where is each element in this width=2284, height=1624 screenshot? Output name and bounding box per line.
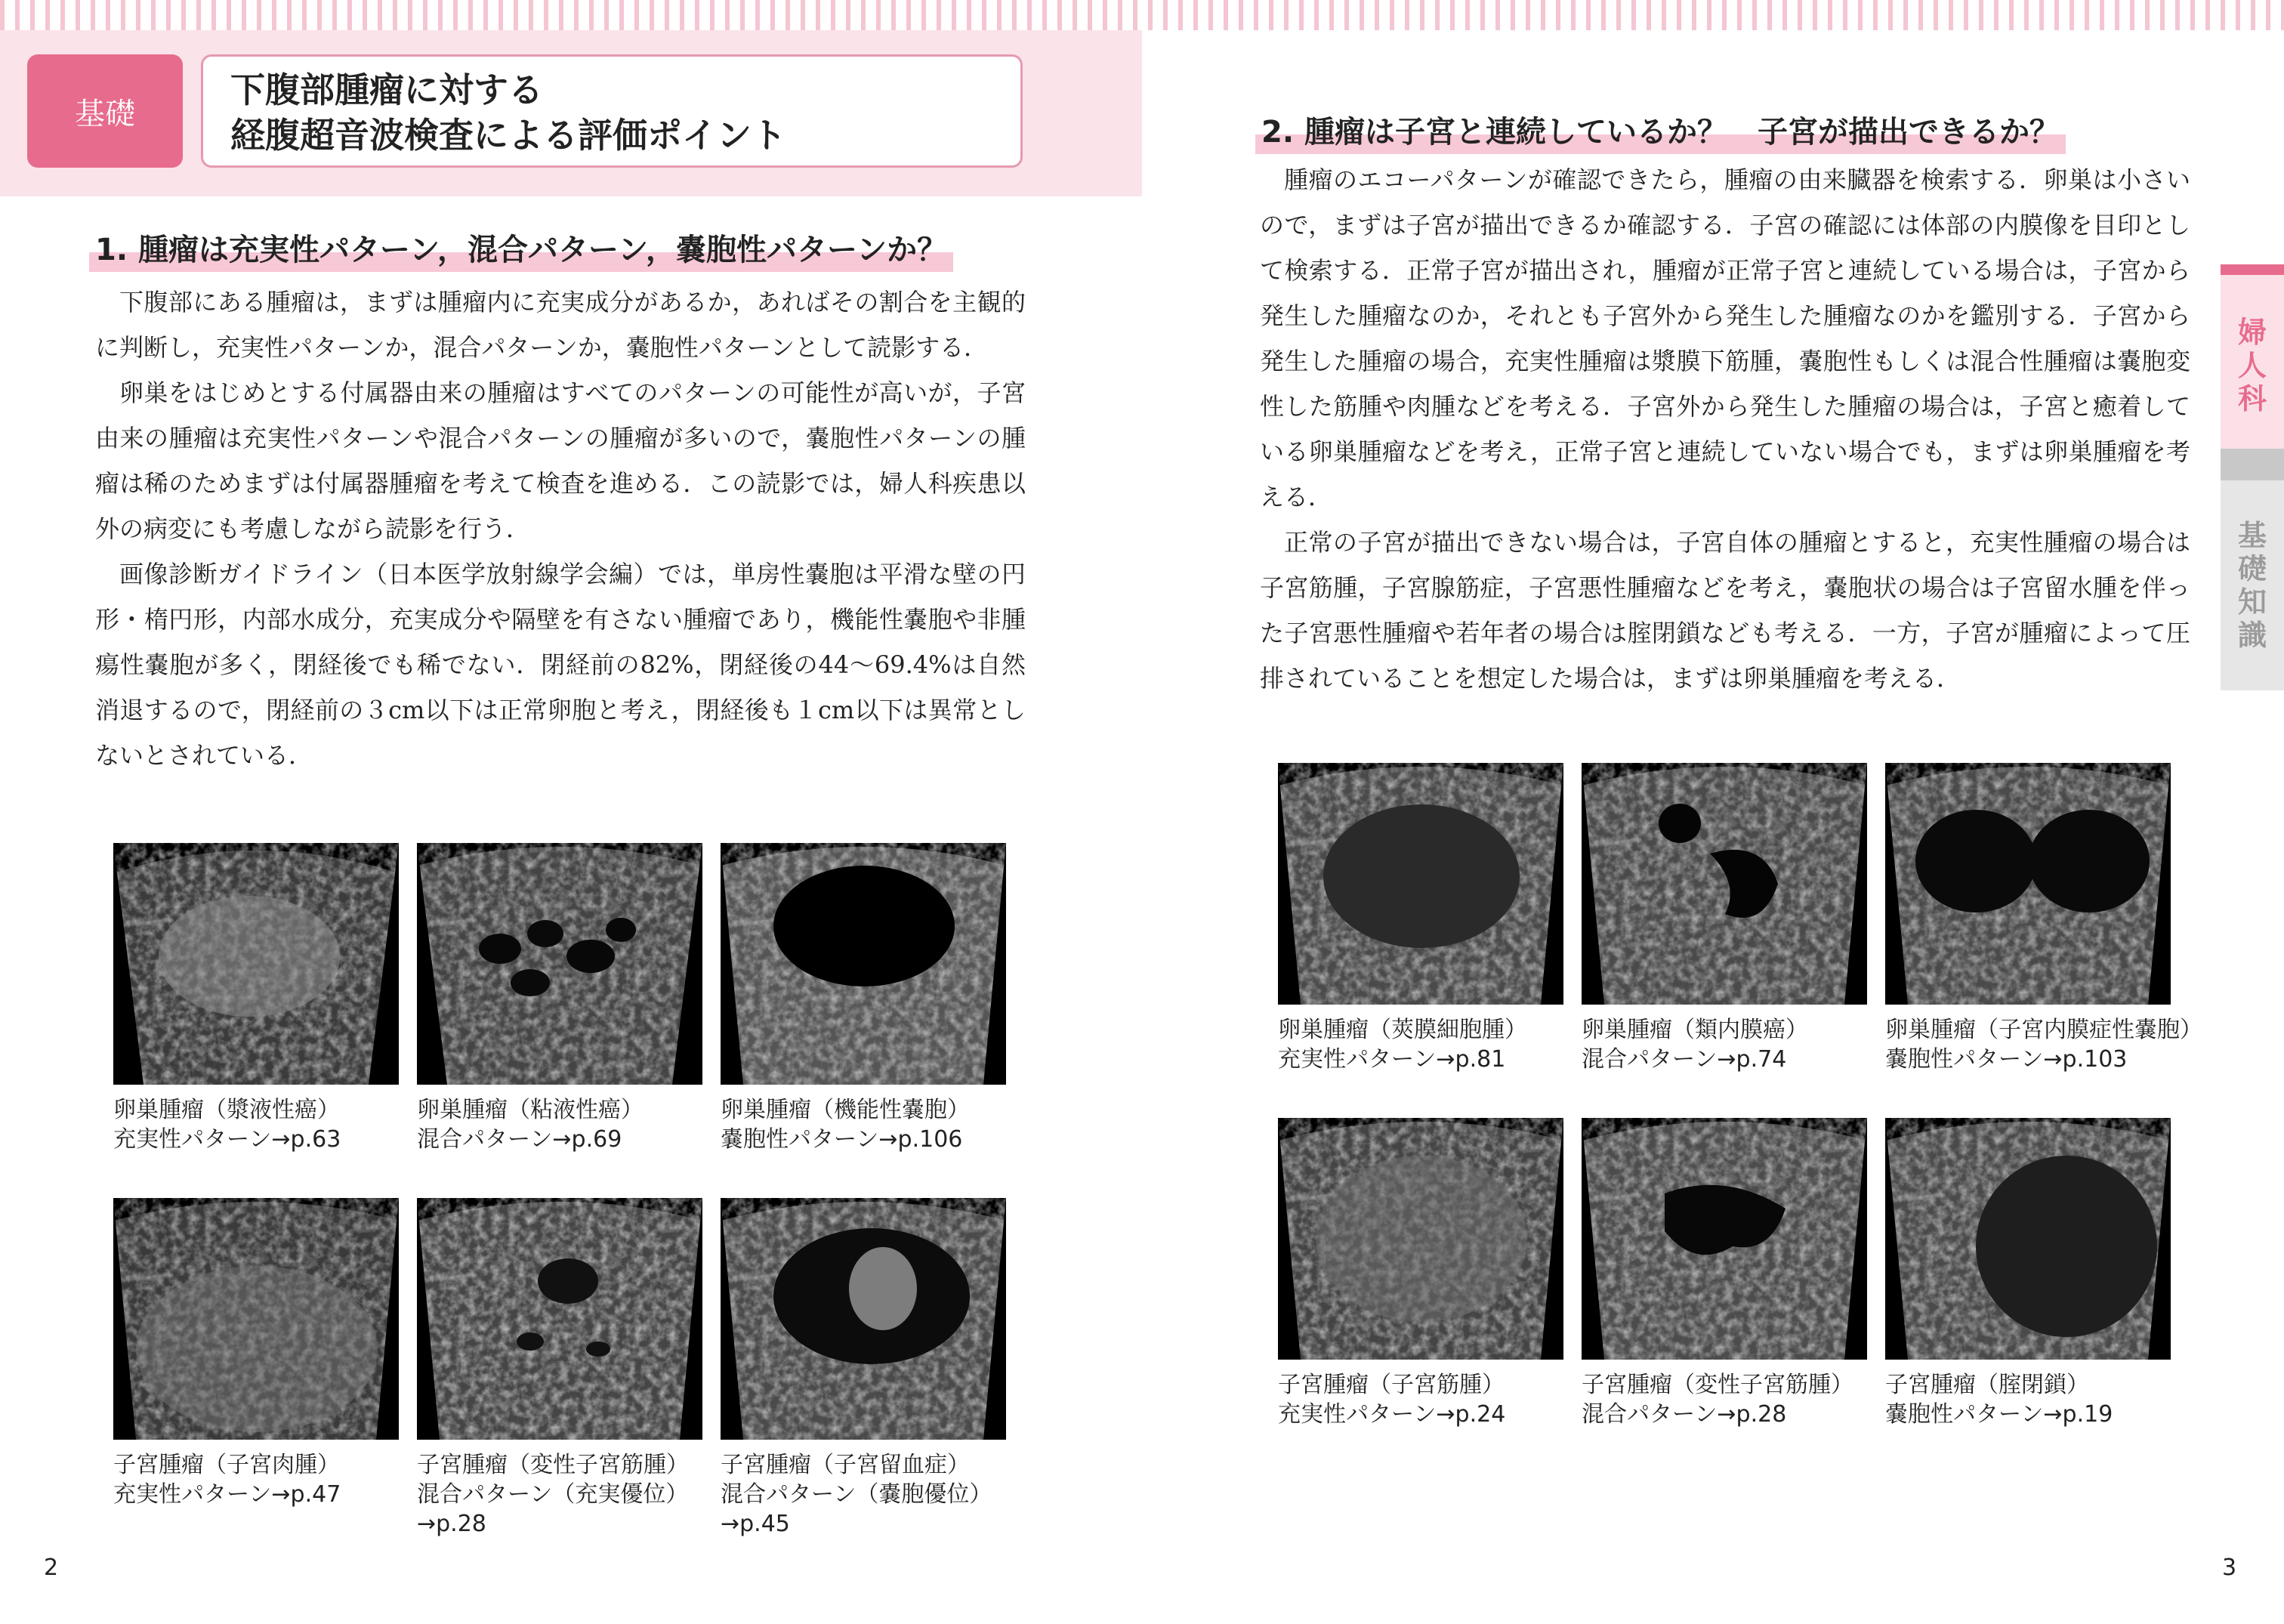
caption-pattern: 充実性パターン→p.24: [1278, 1401, 1506, 1428]
caption-title: 子宮腫瘤（変性子宮筋腫）: [1582, 1372, 1853, 1398]
caption-pattern: 嚢胞性パターン→p.106: [721, 1126, 963, 1153]
caption-title: 卵巣腫瘤（漿液性癌）: [113, 1097, 340, 1123]
caption-title: 子宮腫瘤（腟閉鎖）: [1885, 1372, 2089, 1398]
ultrasound-image-thecoma: [1278, 763, 1563, 1005]
caption-title: 子宮腫瘤（変性子宮筋腫）: [417, 1452, 689, 1478]
image-caption: [113, 1095, 431, 1154]
side-tab-char: 婦: [2237, 316, 2267, 349]
caption-pattern: 混合パターン→p.69: [417, 1126, 622, 1153]
caption-pattern: 混合パターン→p.28: [1582, 1401, 1787, 1428]
side-tab-char: 知: [2237, 585, 2267, 619]
image-caption: [1278, 1015, 1595, 1074]
ultrasound-image-degenerated-myoma: [417, 1198, 702, 1440]
image-caption: [1885, 1370, 2202, 1429]
page-title-line2: 経腹超音波検査による評価ポイント: [230, 115, 786, 156]
caption-title: 子宮腫瘤（子宮筋腫）: [1278, 1372, 1505, 1398]
section2-paragraph: 正常の子宮が描出できない場合は，子宮自体の腫瘤とすると，充実性腫瘤の場合は子宮筋腫，子宮腺筋症，子宮悪性腫瘤などを考え，嚢胞状の場合は子宮留水腫を伴った子宮悪性腫瘤や若年者の場合は腟閉鎖なども考える．一方，子宮が腫瘤によって圧排されていることを想定した場合は，まずは卵巣腫瘤を考える．: [1260, 528, 2190, 693]
caption-title: 子宮腫瘤（子宮留血症）: [721, 1452, 970, 1478]
image-caption: [417, 1450, 734, 1539]
section1-paragraph: 卵巣をはじめとする付属器由来の腫瘤はすべてのパターンの可能性が高いが，子宮由来の腫瘤は充実性パターンや混合パターンの腫瘤が多いので，嚢胞性パターンの腫瘤は稀のためまずは付属器腫瘤を考えて検査を進める．この読影では，婦人科疾患以外の病変にも考慮しながら読影を行う．: [95, 378, 1026, 543]
section1-paragraph: 画像診断ガイドライン（日本医学放射線学会編）では，単房性嚢胞は平滑な壁の円形・楕円形，内部水成分，充実成分や隔壁を有さない腫瘤であり，機能性嚢胞や非腫瘍性嚢胞が多く，閉経後でも稀でない．閉経前の82%，閉経後の44〜69.4%は自然消退するので，閉経前の３cm以下は正常卵胞と考え，閉経後も１cm以下は異常としないとされている．: [95, 560, 1026, 770]
side-tab-gynecology[interactable]: [2221, 264, 2284, 456]
ultrasound-image-serous-carcinoma: [113, 843, 399, 1085]
caption-title: 卵巣腫瘤（機能性嚢胞）: [721, 1097, 970, 1123]
section2-body: [1260, 157, 2190, 701]
caption-pattern: 混合パターン（充実優位）: [417, 1481, 689, 1508]
caption-pattern: 嚢胞性パターン→p.103: [1885, 1046, 2128, 1073]
image-caption: [721, 1450, 1038, 1539]
side-tab-char: 科: [2237, 382, 2267, 415]
section1-paragraph: 下腹部にある腫瘤は，まずは腫瘤内に充実成分があるか，あればその割合を主観的に判断し，充実性パターンか，混合パターンか，嚢胞性パターンとして読影する．: [95, 288, 1026, 362]
page-number-left: 2: [44, 1555, 59, 1581]
caption-page: →p.45: [721, 1511, 790, 1537]
section2-heading: 2. 腫瘤は子宮と連続しているか？ 子宮が描出できるか？: [1255, 110, 2066, 154]
page-title-line1: 下腹部腫瘤に対する: [230, 69, 543, 110]
caption-pattern: 充実性パターン→p.63: [113, 1126, 341, 1153]
side-tab-char: 識: [2237, 619, 2267, 652]
caption-title: 卵巣腫瘤（類内膜癌）: [1582, 1017, 1808, 1043]
ultrasound-image-uterine-sarcoma: [113, 1198, 399, 1440]
ultrasound-image-functional-cyst: [721, 843, 1006, 1085]
caption-title: 子宮腫瘤（子宮肉腫）: [113, 1452, 340, 1478]
ultrasound-image-mucinous-carcinoma: [417, 843, 702, 1085]
side-tab-basic-knowledge[interactable]: [2221, 449, 2284, 690]
image-caption: [1582, 1015, 1899, 1074]
section2-paragraph: 腫瘤のエコーパターンが確認できたら，腫瘤の由来臓器を検索する．卵巣は小さいので，まずは子宮が描出できるか確認する．子宮の確認には体部の内膜像を目印として検索する．正常子宮が描出され，腫瘤が正常子宮と連続している場合は，子宮から発生した腫瘤なのか，それとも子宮外から発生した腫瘤なのかを鑑別する．子宮から発生した腫瘤の場合，充実性腫瘤は漿膜下筋腫，嚢胞性もしくは混合性腫瘤は嚢胞変性した筋腫や肉腫などを考える．子宮外から発生した腫瘤の場合は，子宮と癒着している卵巣腫瘤などを考え，正常子宮と連続していない場合でも，まずは卵巣腫瘤を考える．: [1260, 165, 2190, 511]
ultrasound-image-vaginal-atresia: [1885, 1118, 2171, 1360]
category-tab: 基礎: [27, 54, 183, 168]
image-caption: [113, 1450, 431, 1509]
caption-title: 卵巣腫瘤（粘液性癌）: [417, 1097, 644, 1123]
caption-title: 卵巣腫瘤（莢膜細胞腫）: [1278, 1017, 1527, 1043]
side-tab-char: 基: [2237, 519, 2267, 552]
caption-pattern: 充実性パターン→p.47: [113, 1481, 341, 1508]
ultrasound-image-hematometra: [721, 1198, 1006, 1440]
image-caption: [1582, 1370, 1899, 1429]
image-caption: [721, 1095, 1038, 1154]
caption-pattern: 混合パターン（嚢胞優位）: [721, 1481, 992, 1508]
page-title-box: [201, 54, 1023, 168]
ultrasound-image-degenerated-uterine-myoma: [1582, 1118, 1867, 1360]
side-tab-char: 礎: [2237, 552, 2267, 585]
caption-page: →p.28: [417, 1511, 486, 1537]
top-stripe-decoration: [0, 0, 2284, 30]
section1-body: [95, 279, 1026, 778]
ultrasound-image-endometrioid-carcinoma: [1582, 763, 1867, 1005]
caption-pattern: 充実性パターン→p.81: [1278, 1046, 1506, 1073]
section1-heading: 1. 腫瘤は充実性パターン，混合パターン，嚢胞性パターンか？: [89, 228, 953, 272]
page-number-right: 3: [2222, 1555, 2237, 1581]
image-caption: [1278, 1370, 1595, 1429]
side-tab-char: 人: [2237, 349, 2267, 382]
caption-pattern: 混合パターン→p.74: [1582, 1046, 1787, 1073]
caption-title: 卵巣腫瘤（子宮内膜症性嚢胞）: [1885, 1017, 2202, 1043]
image-caption: [417, 1095, 734, 1154]
caption-pattern: 嚢胞性パターン→p.19: [1885, 1401, 2113, 1428]
ultrasound-image-endometriotic-cyst: [1885, 763, 2171, 1005]
image-caption: [1885, 1015, 2202, 1074]
ultrasound-image-uterine-myoma: [1278, 1118, 1563, 1360]
